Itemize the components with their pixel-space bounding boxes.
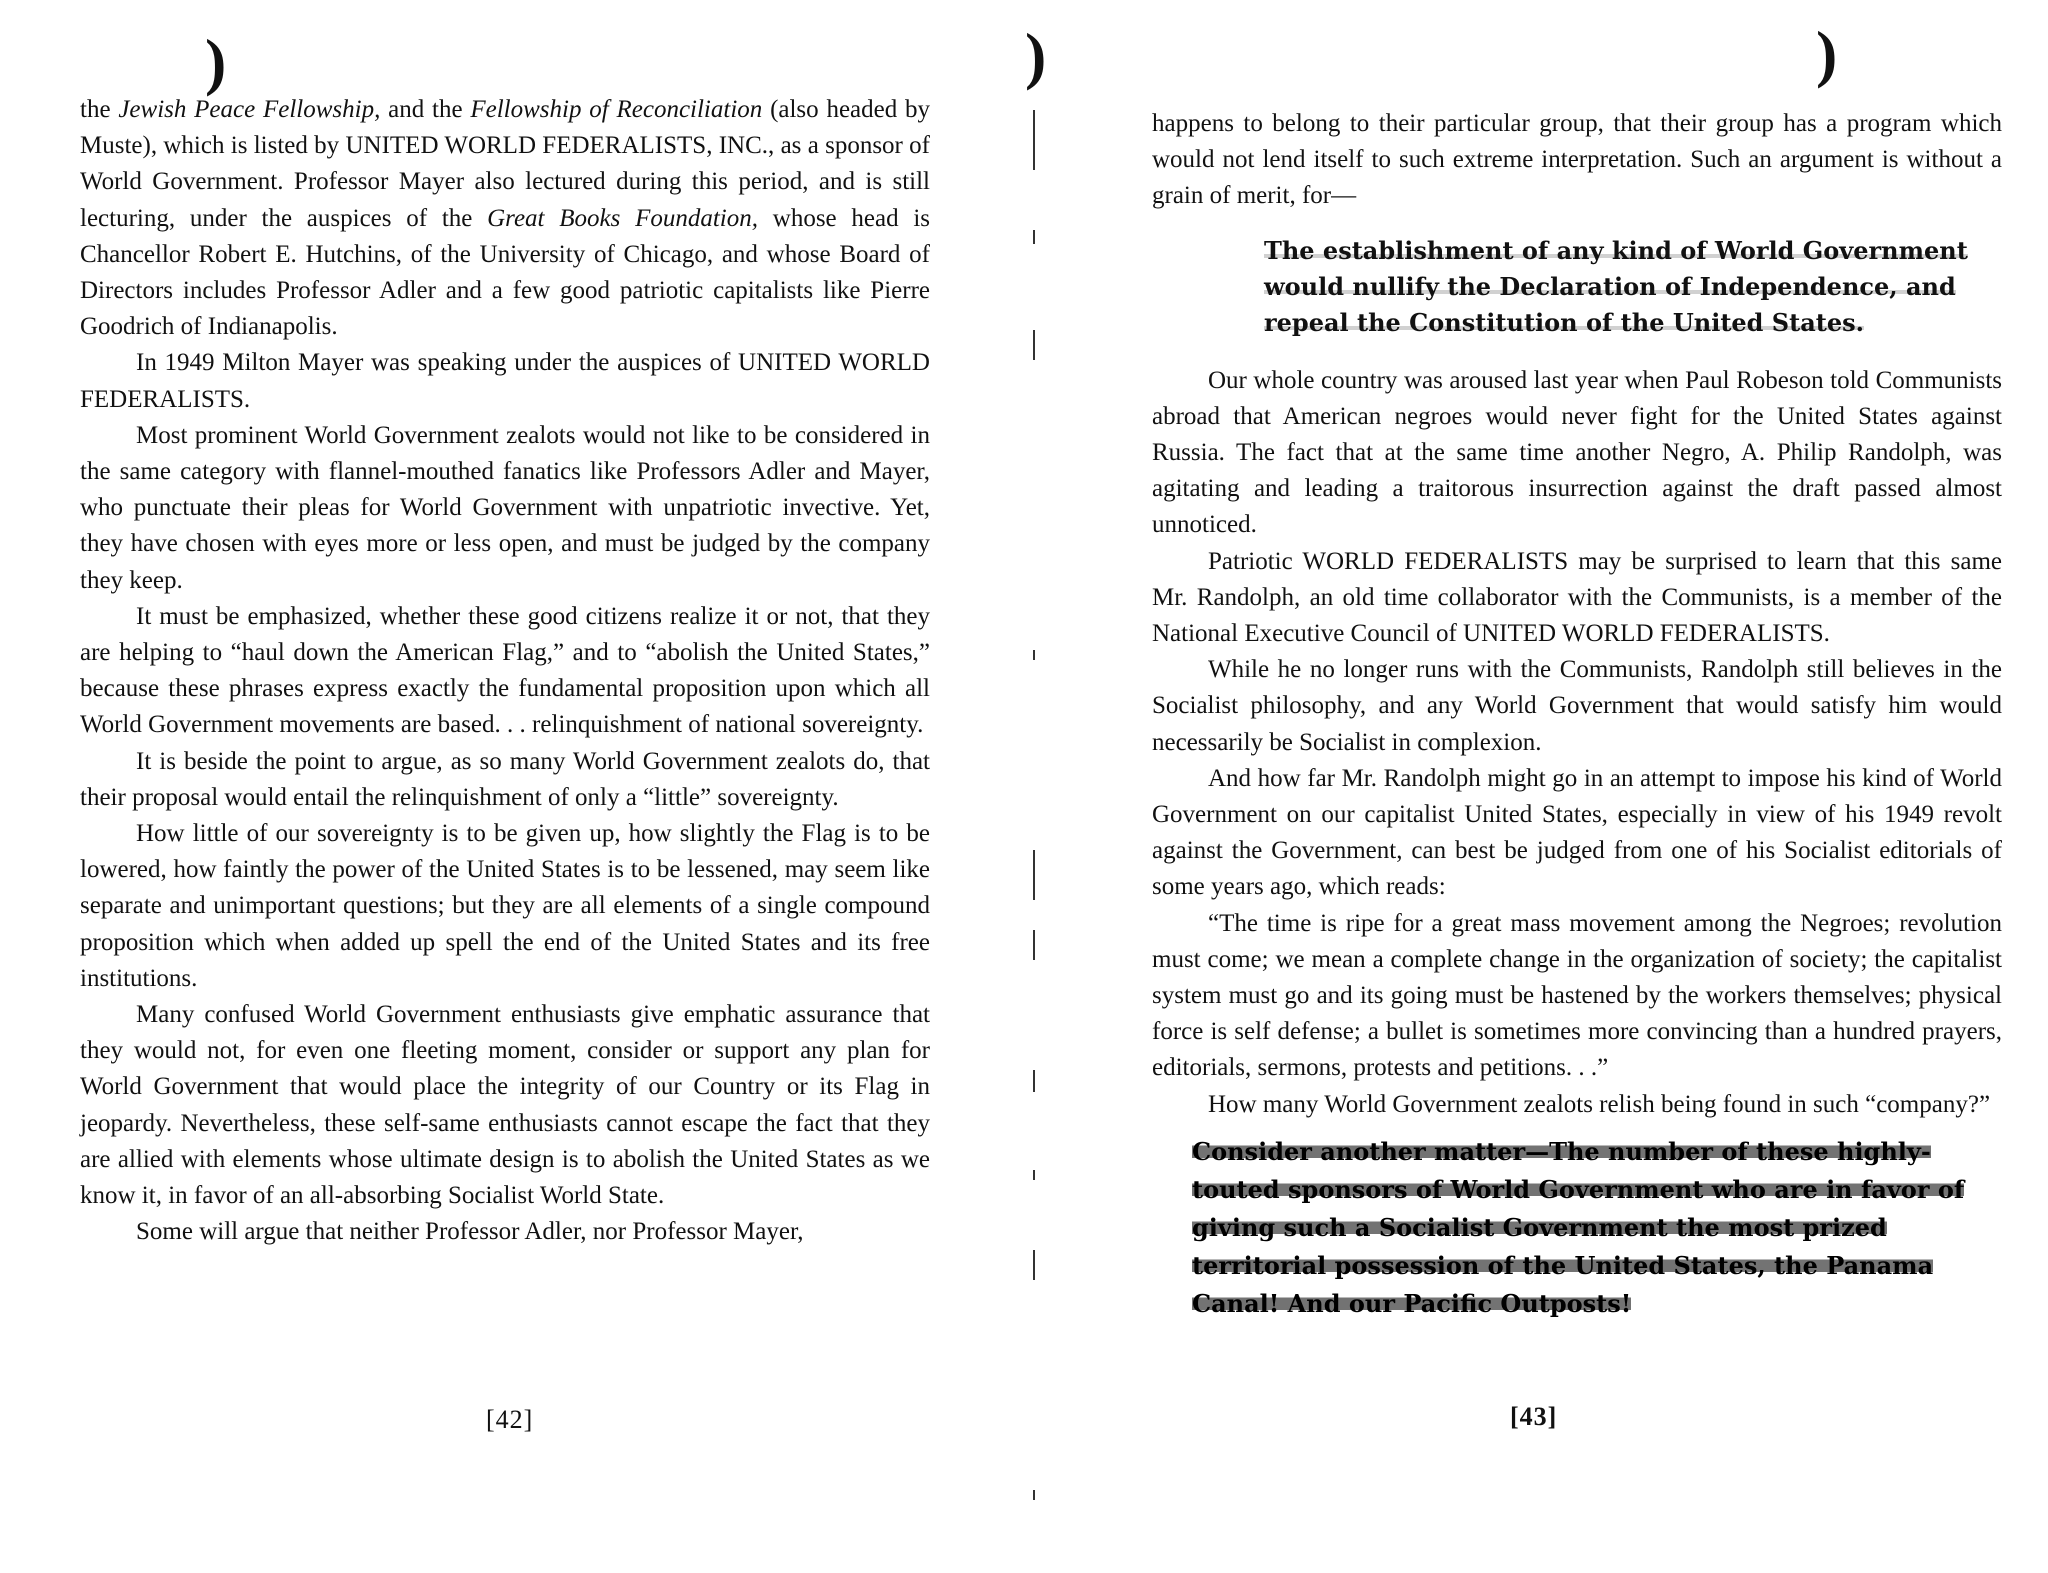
left-paragraph-2: In 1949 Milton Mayer was speaking under the auspices of UNITED WORLD FEDERALISTS. bbox=[80, 349, 930, 413]
left-paragraph-8: Some will argue that neither Professor Adler, nor Professor Mayer, bbox=[136, 1218, 804, 1246]
smudged-bold-paragraph bbox=[1152, 1133, 2002, 1323]
left-paragraph-1-segment: the bbox=[80, 96, 119, 123]
left-paragraph-7: Many confused World Government enthusiasts give emphatic assurance that they would not, for even one fleeting moment, consider or support any plan for World Government that would place the integrity of our Country or its Flag in jeopardy. Nevertheless, these self-same enthusiasts cannot escape the fact that they are allied with elements whose ultimate design is to abolish the United States as we know it, in favor of an all-absorbing Socialist World State. bbox=[80, 1001, 930, 1210]
left-paragraph-1-segment: Fellowship of Reconciliation bbox=[470, 96, 763, 123]
left-paragraph-6: How little of our sovereignty is to be given up, how slightly the Flag is to be lowered, how faintly the power of the United States is to be lessened, may seem like separate and unimportant questions; but they are all elements of a single compound proposition which when added up spell the end of the United States and its free institutions. bbox=[80, 820, 930, 992]
left-paragraph-1-segment: Great Books Foundation, bbox=[487, 204, 759, 232]
highlighted-statement-text: The establishment of any kind of World Government would nullify the Declaration of Independence, and repeal the Constitution of the United States. bbox=[1264, 235, 1968, 337]
left-paragraph-1-segment: Jewish Peace Fellowship, bbox=[118, 96, 381, 123]
left-page bbox=[0, 0, 1020, 1573]
left-paragraph-1-segment: and the bbox=[380, 96, 471, 123]
left-paragraph-1-segment: whose head is Chancellor Robert E. Hutchins, of the University of Chicago, and whose Board of Directors includes Professor Adler and a few good patriotic capitalists like Pierre Goodrich of Indianapolis. bbox=[80, 204, 930, 341]
left-paragraph-3: Most prominent World Government zealots would not like to be considered in the same category with flannel-mouthed fanatics like Professors Adler and Mayer, who punctuate their pleas for World Government with unpatriotic invective. Yet, they have chosen with eyes more or less open, and must be judged by the company they keep. bbox=[80, 421, 930, 594]
left-page-text-column bbox=[80, 92, 930, 1251]
right-paragraph-4: While he no longer runs with the Communists, Randolph still believes in the Socialist philosophy, and any World Government that would satisfy him would necessarily be Socialist in complexion. bbox=[1152, 656, 2002, 756]
binding-mark-center: ) bbox=[1025, 20, 1047, 91]
right-paragraph-6: “The time is ripe for a great mass movement among the Negroes; revolution must come; we mean a complete change in the organization of society; the capitalist system must go and its going must be hastened by the workers themselves; physical force is self defense; a bullet is sometimes more convincing than a hundred prayers, editorials, sermons, protests and petitions. . .” bbox=[1152, 909, 2002, 1082]
right-paragraph-7: How many World Government zealots relish being found in such “company?” bbox=[1208, 1090, 1991, 1118]
page-number-left: [42] bbox=[486, 1405, 534, 1434]
right-paragraph-5: And how far Mr. Randolph might go in an attempt to impose his kind of World Government on our capitalist United States, especially in view of his 1949 revolt against the Government, can best be judged from one of his Socialist editorials of some years ago, which reads: bbox=[1152, 764, 2002, 901]
right-paragraph-2: Our whole country was aroused last year when Paul Robeson told Communists abroad that American negroes would never fight for the United States against Russia. The fact that at the same time another Negro, A. Philip Randolph, was agitating and leading a traitorous insurrection against the draft passed almost unnoticed. bbox=[1152, 366, 2002, 539]
right-paragraph-3: Patriotic WORLD FEDERALISTS may be surprised to learn that this same Mr. Randolph, an old time collaborator with the Communists, is a member of the National Executive Council of UNITED WORLD FEDERALISTS. bbox=[1152, 547, 2002, 648]
binding-mark-left: ) bbox=[205, 26, 227, 97]
left-paragraph-5: It is beside the point to argue, as so many World Government zealots do, that their proposal would entail the relinquishment of only a “little” sovereignty. bbox=[80, 747, 930, 811]
left-paragraph-1 bbox=[80, 92, 930, 345]
right-page-text-column bbox=[1152, 106, 2002, 1323]
left-paragraph-4: It must be emphasized, whether these good citizens realize it or not, that they are helping to “haul down the American Flag,” and to “abolish the United States,” because these phrases express exactly the fundamental proposition upon which all World Government movements are based. . . relinquishment of national sovereignty. bbox=[80, 602, 930, 739]
right-page bbox=[1020, 0, 2048, 1573]
smudged-bold-text: Consider another matter—The number of these highly-touted sponsors of World Government who are in favor of giving such a Socialist Government the most prized territorial possession of the United States, the Panama Canal! And our Pacific Outposts! bbox=[1192, 1136, 1965, 1318]
left-paragraph-1-segment: (also headed by Muste), which is listed by UNITED WORLD FEDERALISTS, INC., as a sponsor of World Government. Professor Mayer also lectured during this period, and is still lecturing, under the auspices of the bbox=[80, 96, 931, 232]
binding-mark-right: ) bbox=[1816, 18, 1838, 89]
highlighted-statement bbox=[1152, 233, 2002, 341]
right-paragraph-1: happens to belong to their particular group, that their group has a program which would not lend itself to such extreme interpretation. Such an argument is without a grain of merit, for— bbox=[1152, 110, 2002, 210]
page-number-right: [43] bbox=[1510, 1402, 1558, 1431]
